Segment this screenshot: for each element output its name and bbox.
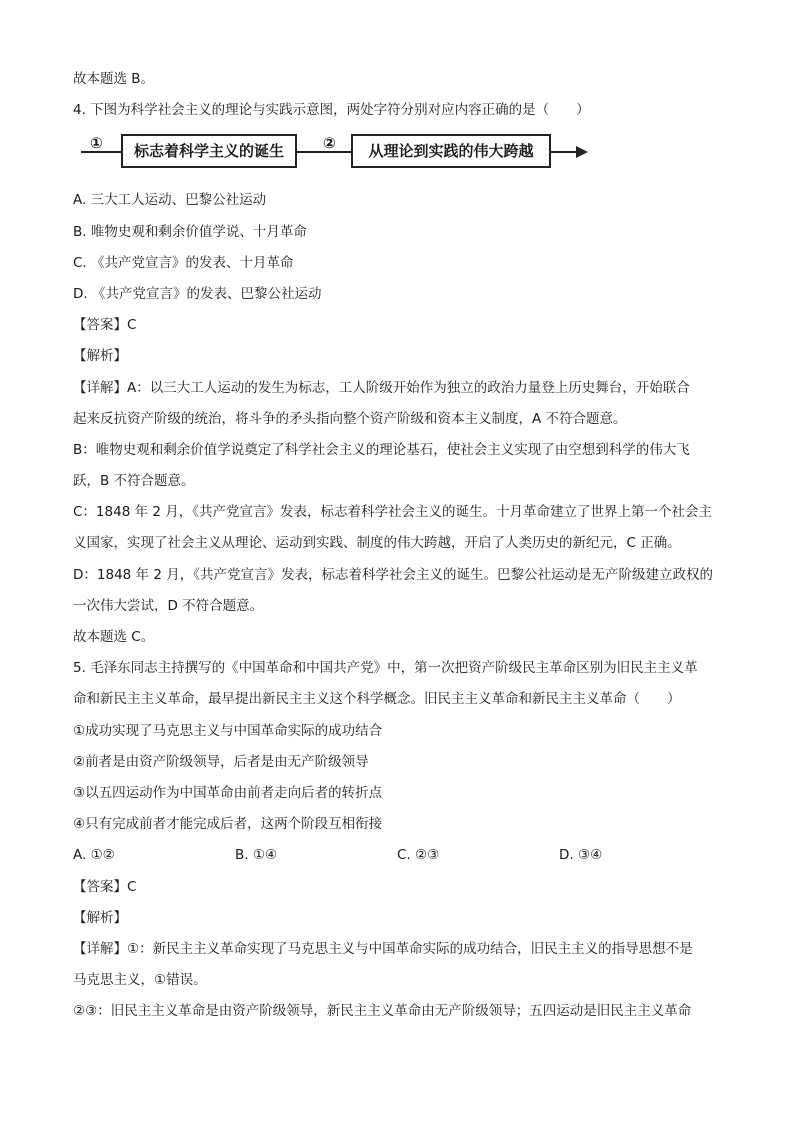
prev-conclusion: 故本题选 B。 [73, 71, 155, 87]
q5-analysis-title: 【解析】 [73, 909, 127, 926]
q5-stem: 命和新民主主义革命，最早提出新民主主义这个科学概念。旧民主主义革命和新民主主义革命（ ） [73, 691, 681, 708]
q5-answer: 【答案】C [73, 878, 137, 895]
q4-analysis-line: D：1848 年 2 月，《共产党宣言》发表，标志着科学社会主义的诞生。巴黎公社运动是无产阶级建立政权的 [73, 566, 713, 583]
q5-option-d: D. ③④ [559, 847, 603, 864]
q4-diagram [73, 134, 593, 178]
diagram-arrow-icon [576, 146, 588, 158]
q5-stem: 5. 毛泽东同志主持撰写的《中国革命和中国共产党》中，第一次把资产阶级民主革命区别为旧民主主义革 [73, 660, 698, 677]
q4-analysis-line: 故本题选 C。 [73, 629, 155, 645]
q4-analysis-line: 跃，B 不符合题意。 [73, 473, 195, 490]
diagram-line-right [551, 151, 579, 153]
q5-item-3: ③以五四运动作为中国革命由前者走向后者的转折点 [73, 784, 383, 801]
diagram-label-2: ② [323, 134, 336, 153]
q4-analysis-line: 义国家，实现了社会主义从理论、运动到实践、制度的伟大跨越，开启了人类历史的新纪元，C 正确。 [73, 535, 681, 552]
q4-analysis-line: 一次伟大尝试，D 不符合题意。 [73, 597, 264, 614]
q4-option-a: A. 三大工人运动、巴黎公社运动 [73, 192, 267, 209]
diagram-label-1: ① [90, 134, 103, 153]
q5-option-b: B. ①④ [235, 847, 278, 864]
q5-option-c: C. ②③ [397, 847, 440, 864]
q4-analysis-line: 【详解】A：以三大工人运动的发生为标志，工人阶级开始作为独立的政治力量登上历史舞台，开始联合 [73, 379, 690, 396]
document-page [73, 64, 723, 1027]
q4-analysis-title: 【解析】 [73, 348, 127, 365]
q4-option-b: B. 唯物史观和剩余价值学说、十月革命 [73, 223, 307, 240]
q4-answer: 【答案】C [73, 317, 137, 334]
q5-analysis-line: 【详解】①：新民主主义革命实现了马克思主义与中国革命实际的成功结合，旧民主主义的指导思想不是 [73, 940, 693, 957]
diagram-box-2: 从理论到实践的伟大跨越 [351, 134, 551, 168]
q5-item-1: ①成功实现了马克思主义与中国革命实际的成功结合 [73, 722, 383, 739]
q4-option-c: C. 《共产党宣言》的发表、十月革命 [73, 254, 294, 271]
q5-analysis-line: ②③：旧民主主义革命是由资产阶级领导，新民主主义革命由无产阶级领导；五四运动是旧民主主义革命 [73, 1003, 692, 1020]
q4-analysis-line: B：唯物史观和剩余价值学说奠定了科学社会主义的理论基石，使社会主义实现了由空想到科学的伟大飞 [73, 441, 690, 458]
q5-options [73, 840, 723, 871]
q5-item-4: ④只有完成前者才能完成后者，这两个阶段互相衔接 [73, 816, 383, 833]
q5-item-2: ②前者是由资产阶级领导，后者是由无产阶级领导 [73, 753, 369, 770]
diagram-box-1: 标志着科学主义的诞生 [121, 134, 297, 168]
q4-analysis-line: C：1848 年 2 月，《共产党宣言》发表，标志着科学社会主义的诞生。十月革命建立了世界上第一个社会主 [73, 504, 712, 521]
q4-stem: 4. 下图为科学社会主义的理论与实践示意图，两处字符分别对应内容正确的是（ ） [73, 102, 590, 119]
q4-option-d: D. 《共产党宣言》的发表、巴黎公社运动 [73, 285, 322, 302]
q5-analysis-line: 马克思主义，①错误。 [73, 972, 207, 989]
q4-analysis-line: 起来反抗资产阶级的统治，将斗争的矛头指向整个资产阶级和资本主义制度，A 不符合题意。 [73, 410, 627, 427]
q5-option-a: A. ①② [73, 847, 115, 864]
